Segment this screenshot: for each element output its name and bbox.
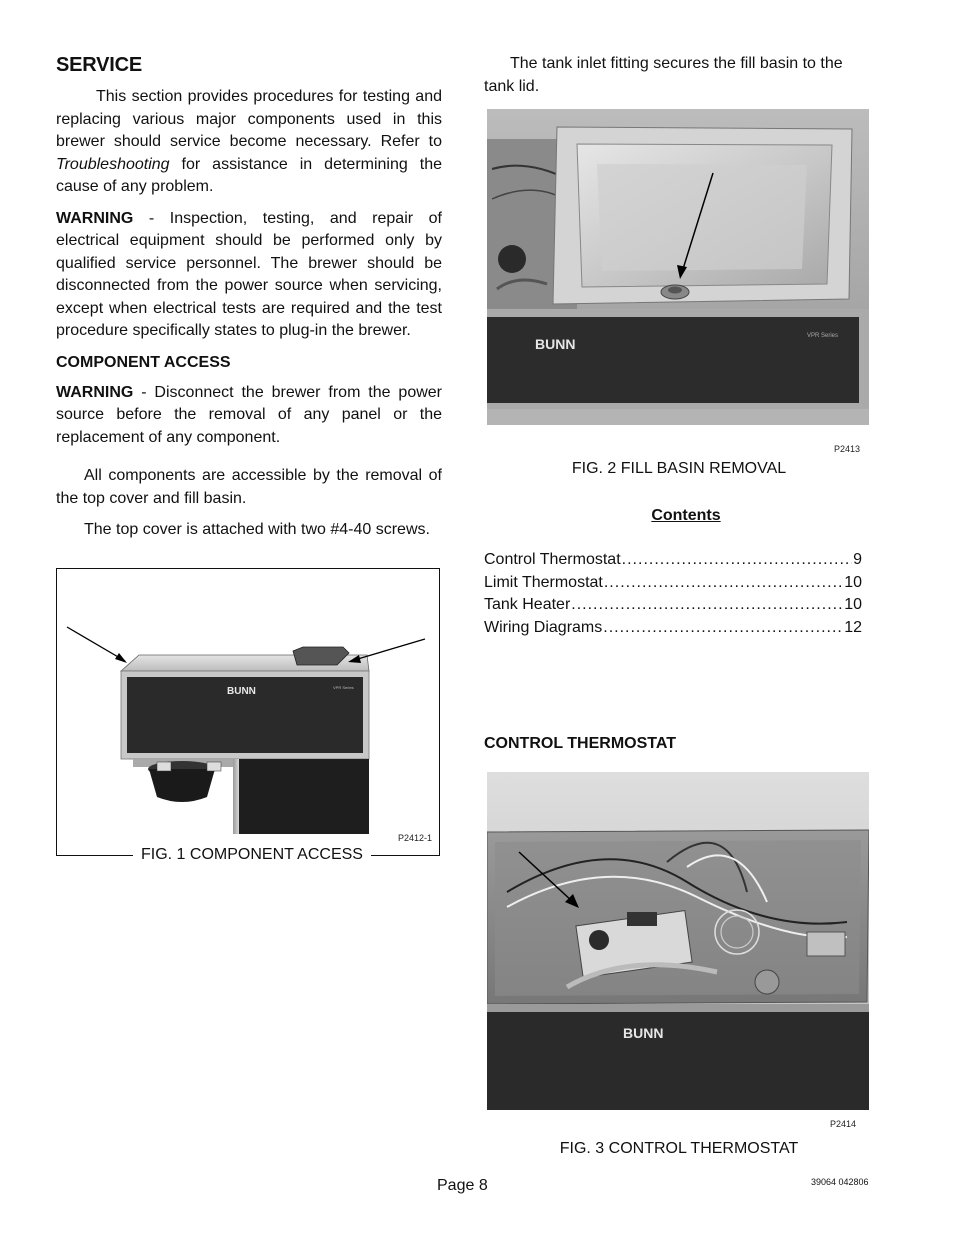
toc-item[interactable]: Tank Heater ..... 10 xyxy=(484,594,862,617)
toc-item[interactable]: Control Thermostat ..... 9 xyxy=(484,549,862,572)
troubleshooting-reference: Troubleshooting xyxy=(56,155,170,173)
contents-list xyxy=(484,549,862,639)
fig2-caption: FIG. 2 FILL BASIN REMOVAL xyxy=(571,460,787,477)
fig3-photo xyxy=(487,772,869,1110)
fig1-series-label: VPR Series xyxy=(333,685,354,690)
fig1-caption: FIG. 1 COMPONENT ACCESS xyxy=(133,845,371,865)
fig3-caption: FIG. 3 CONTROL THERMOSTAT xyxy=(559,1140,799,1157)
fig1-brand-logo: BUNN xyxy=(227,686,256,697)
component-access-para2: The top cover is attached with two #4-40 screws. xyxy=(84,521,430,538)
page-number: Page 8 xyxy=(437,1177,488,1194)
fig3-photo-code: P2414 xyxy=(830,1119,857,1129)
section-heading-service: SERVICE xyxy=(56,54,143,76)
fig2-series-label: VPR Series xyxy=(807,333,839,339)
service-intro: This section provides procedures for testing and replacing various major components used in this brewer should service become necessary. Refer to Troubleshooting for assistance in determining the cause of any problem. xyxy=(56,88,442,195)
left-column xyxy=(56,52,442,551)
component-access-para1: All components are accessible by the removal of the top cover and fill basin. xyxy=(56,467,442,507)
fig1-photo-code: P2412-1 xyxy=(398,833,433,843)
fig1-frame xyxy=(56,568,440,856)
fig1-photo xyxy=(57,569,438,854)
component-access-heading: COMPONENT ACCESS xyxy=(56,353,231,371)
fig2-brand-logo: BUNN xyxy=(535,336,576,352)
control-thermostat-heading: CONTROL THERMOSTAT xyxy=(484,735,676,752)
contents-title: Contents xyxy=(651,507,721,524)
service-warning: WARNING - Inspection, testing, and repair of electrical equipment should be performed only by qualified service personnel. The brewer should be disconnected from the power source when servicing, except when electrical tests are required and the test procedure specifically states to plug-in the brewer. xyxy=(56,209,442,339)
document-code: 39064 042806 xyxy=(811,1177,869,1187)
tank-inlet-text: The tank inlet fitting secures the fill basin to the tank lid. xyxy=(484,55,843,95)
fig3-brand-logo: BUNN xyxy=(623,1025,664,1041)
right-column xyxy=(484,53,870,107)
fig2-photo xyxy=(487,109,869,425)
component-access-warning: WARNING - Disconnect the brewer from the power source before the removal of any panel or the replacement of any component. xyxy=(56,383,442,446)
fig2-photo-code: P2413 xyxy=(834,444,861,454)
toc-item[interactable]: Wiring Diagrams ..... 12 xyxy=(484,617,862,640)
toc-item[interactable]: Limit Thermostat ..... 10 xyxy=(484,572,862,595)
